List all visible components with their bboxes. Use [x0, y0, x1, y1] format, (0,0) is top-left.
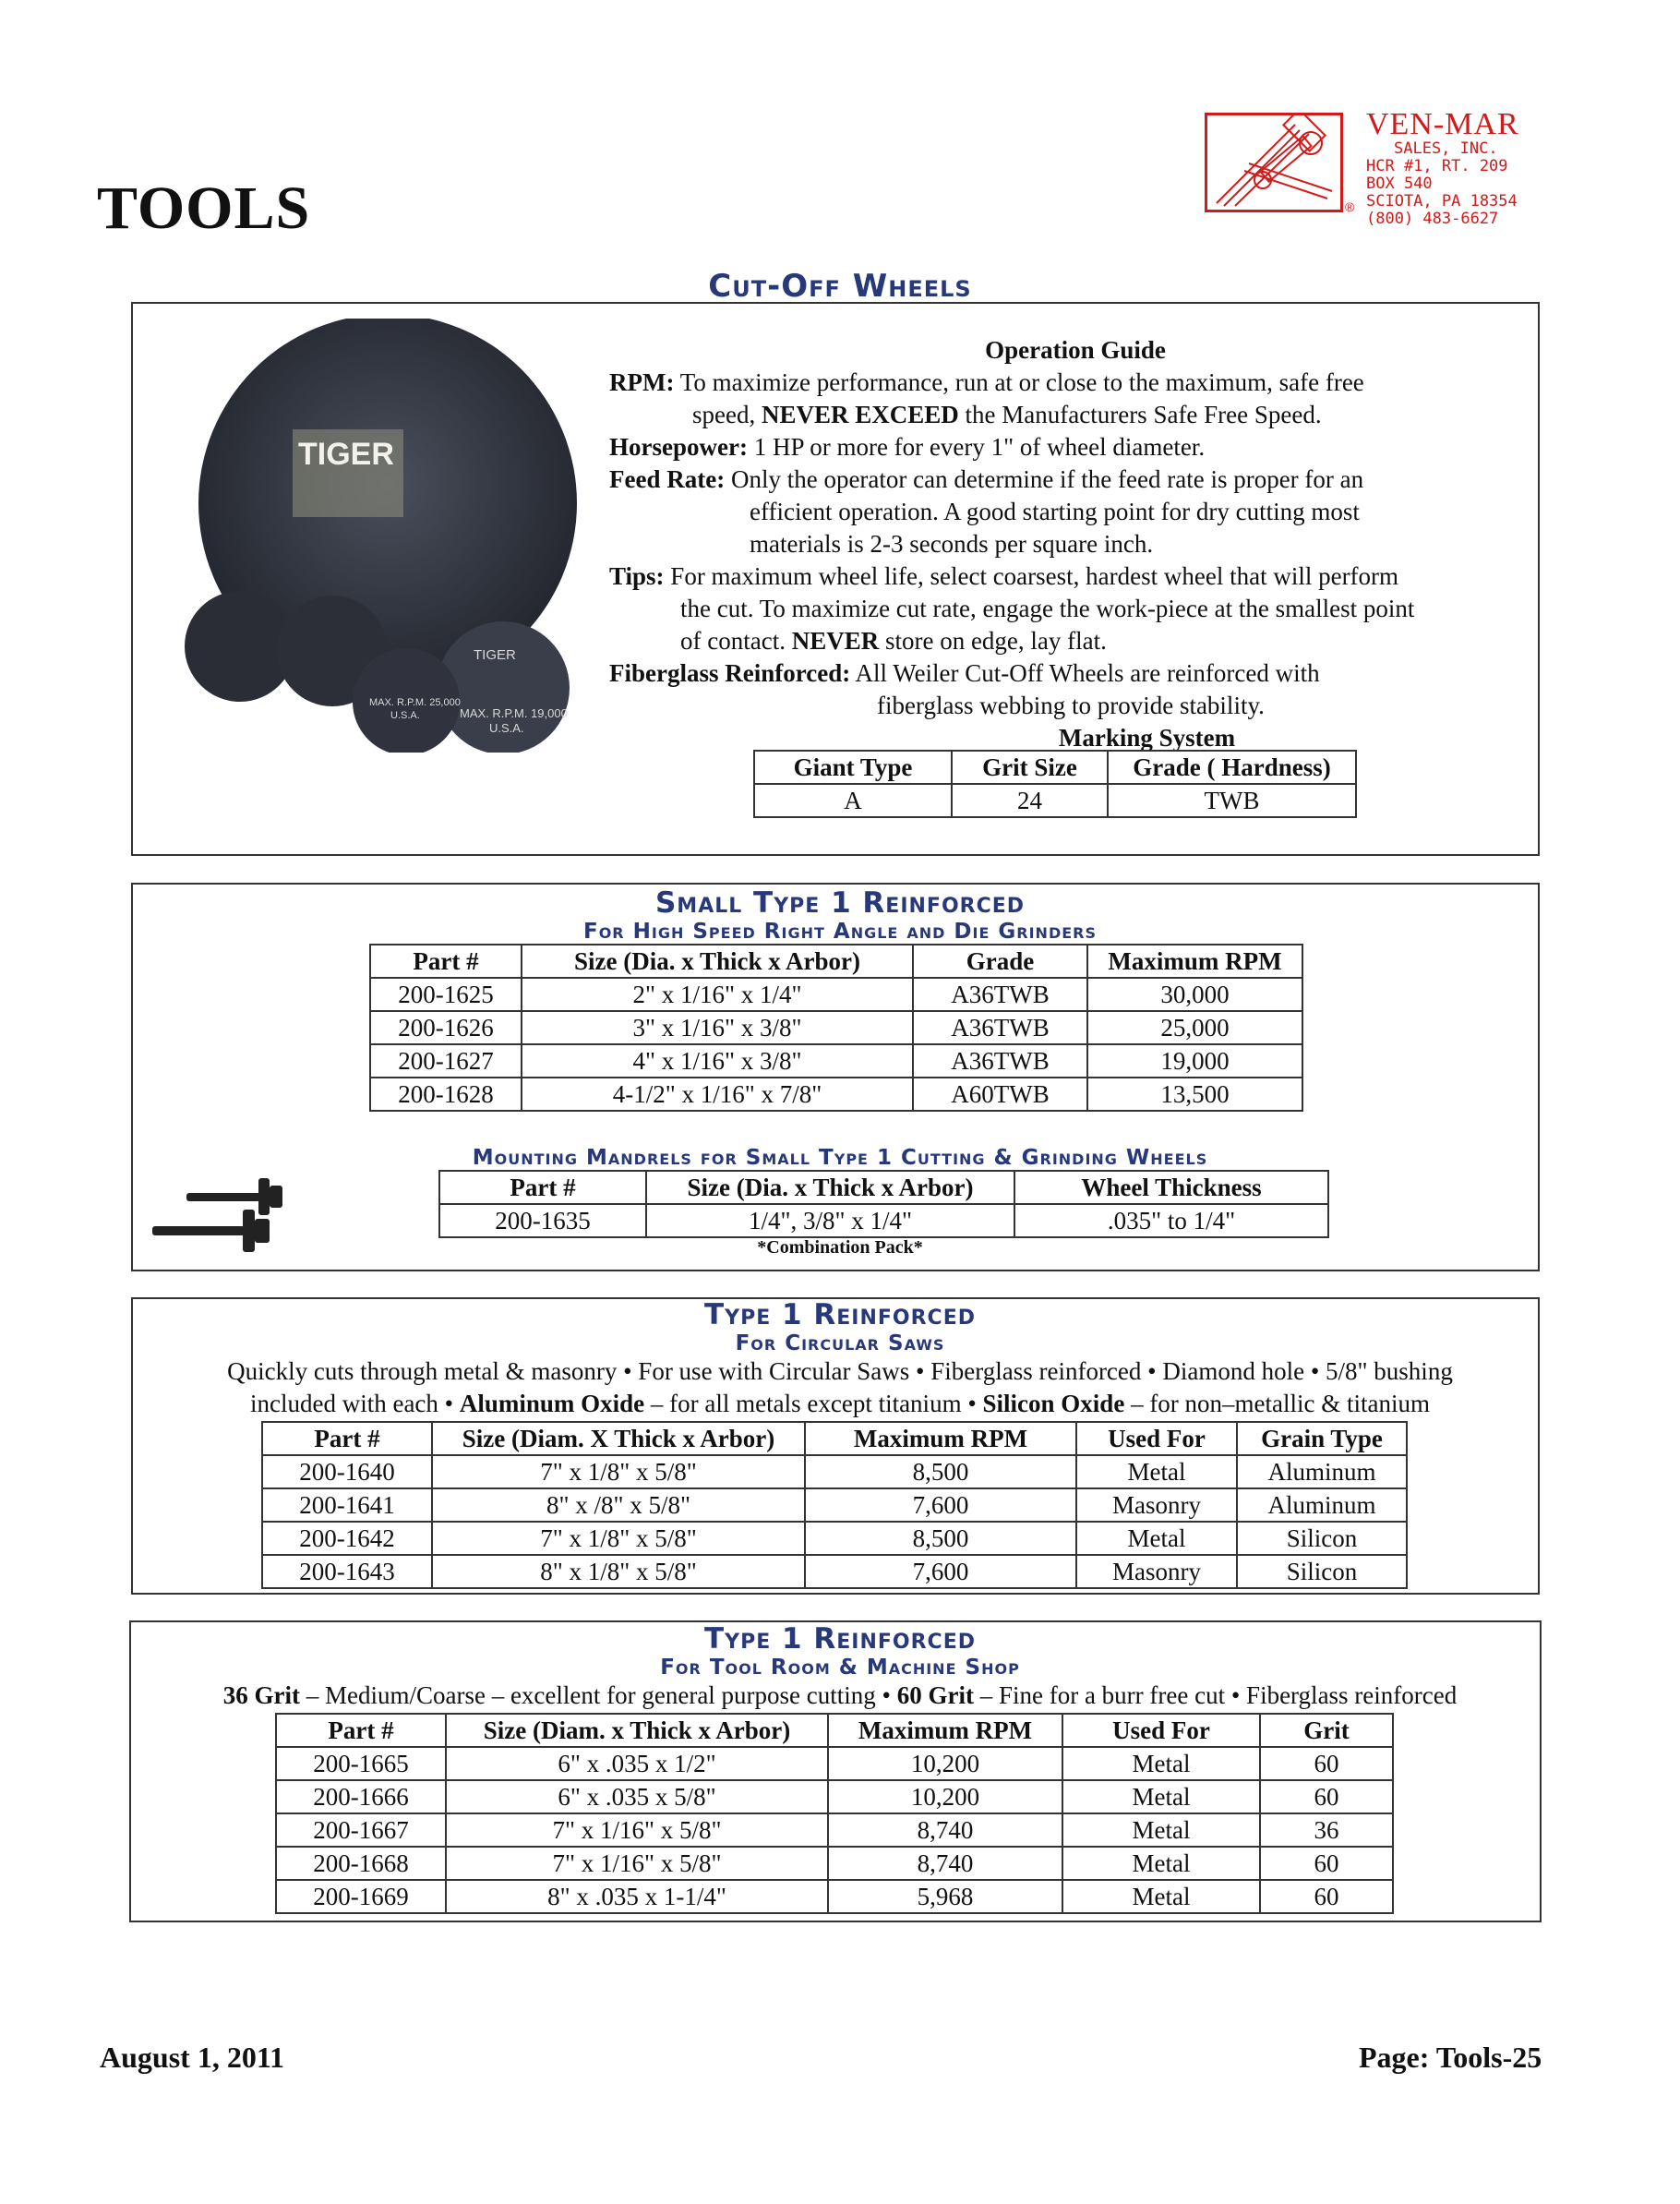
type1-circular-subtitle: For Circular Saws [735, 1331, 945, 1355]
table-cell: A [754, 784, 952, 817]
table-header: Grit [1260, 1714, 1393, 1747]
table-header-row [754, 751, 1356, 784]
table-header: Grade ( Hardness) [1108, 751, 1356, 784]
wheel-country-label: U.S.A. [489, 721, 524, 735]
logo-line: BOX 540 [1366, 175, 1433, 193]
guide-feed-rate [609, 464, 1542, 496]
table-header: Grain Type [1237, 1422, 1407, 1455]
guide-tips-cont [609, 625, 1542, 657]
table-cell: 200-1642 [262, 1522, 432, 1555]
table-cell: 10,200 [828, 1747, 1062, 1780]
combination-pack-note: *Combination Pack* [757, 1237, 923, 1258]
logo-mark [1205, 113, 1343, 212]
table-cell: 8,740 [828, 1847, 1062, 1880]
desc-emphasis: Aluminum Oxide [459, 1390, 645, 1417]
table-cell: Metal [1076, 1522, 1237, 1555]
table-row [754, 784, 1356, 817]
guide-fiber-cont: fiberglass webbing to provide stability. [877, 692, 1265, 719]
cutoff-wheels-photo [152, 319, 577, 753]
table-header: Size (Diam. x Thick x Arbor) [446, 1714, 828, 1747]
desc-text: – for all metals except titanium • [644, 1390, 983, 1417]
table-row [370, 1011, 1302, 1044]
table-cell: 200-1635 [439, 1204, 646, 1237]
guide-horsepower [609, 431, 1542, 464]
table-header: Grit Size [952, 751, 1108, 784]
table-cell: 200-1669 [276, 1880, 446, 1913]
table-cell: Aluminum [1237, 1455, 1407, 1488]
table-cell: 13,500 [1087, 1078, 1302, 1111]
small-type1-title: Small Type 1 Reinforced [654, 886, 1026, 920]
table-cell: Masonry [1076, 1488, 1237, 1522]
footer-page-number: Page: Tools-25 [1359, 2041, 1542, 2074]
table-cell: 4-1/2" x 1/16" x 7/8" [522, 1078, 913, 1111]
table-cell: Metal [1062, 1880, 1260, 1913]
table-header: Size (Diam. X Thick x Arbor) [432, 1422, 805, 1455]
small-type1-subtitle: For High Speed Right Angle and Die Grinders [582, 920, 1098, 944]
table-cell: A36TWB [913, 1011, 1087, 1044]
table-row [439, 1204, 1328, 1237]
mandrel-table [438, 1170, 1329, 1238]
table-cell: 30,000 [1087, 978, 1302, 1011]
table-row [370, 1044, 1302, 1078]
type1-circular-title: Type 1 Reinforced [704, 1298, 976, 1331]
desc-text: – Fine for a burr free cut • Fiberglass reinforced [973, 1681, 1458, 1709]
logo-name: VEN-MAR [1366, 107, 1519, 141]
marking-system-title: Marking System [1058, 724, 1236, 752]
table-row [262, 1522, 1407, 1555]
table-cell: 4" x 1/16" x 3/8" [522, 1044, 913, 1078]
table-row [276, 1880, 1393, 1913]
table-row [262, 1488, 1407, 1522]
table-cell: 200-1640 [262, 1455, 432, 1488]
hp-text: 1 HP or more for every 1" of wheel diameter. [747, 433, 1206, 461]
table-cell: 8" x /8" x 5/8" [432, 1488, 805, 1522]
guide-feed-cont: efficient operation. A good starting point for dry cutting most [750, 498, 1360, 525]
company-logo [1205, 107, 1602, 228]
desc-emphasis: 60 Grit [896, 1681, 974, 1709]
table-cell: 7,600 [805, 1555, 1076, 1588]
table-row [276, 1847, 1393, 1880]
rpm-emphasis: NEVER EXCEED [761, 401, 959, 428]
logo-line: (800) 483-6627 [1366, 210, 1499, 228]
rpm-label: RPM: [609, 368, 675, 396]
guide-title: Operation Guide [985, 336, 1166, 364]
table-header: Size (Dia. x Thick x Arbor) [646, 1171, 1014, 1204]
type1-circular-desc [129, 1388, 1551, 1420]
rpm-text: To maximize performance, run at or close to the maximum, safe free [674, 368, 1364, 396]
table-cell: Metal [1062, 1747, 1260, 1780]
desc-emphasis: Silicon Oxide [982, 1390, 1125, 1417]
tips-label: Tips: [609, 562, 665, 590]
table-cell: 25,000 [1087, 1011, 1302, 1044]
guide-rpm [609, 367, 1542, 399]
table-cell: 1/4", 3/8" x 1/4" [646, 1204, 1014, 1237]
table-header: Part # [276, 1714, 446, 1747]
table-cell: 60 [1260, 1780, 1393, 1813]
table-cell: 200-1643 [262, 1555, 432, 1588]
table-cell: A36TWB [913, 978, 1087, 1011]
logo-line: SCIOTA, PA 18354 [1366, 192, 1518, 211]
desc-text: – Medium/Coarse – excellent for general purpose cutting • [299, 1681, 897, 1709]
table-cell: 7" x 1/16" x 5/8" [446, 1813, 828, 1847]
table-header: Wheel Thickness [1014, 1171, 1328, 1204]
table-cell: 200-1666 [276, 1780, 446, 1813]
table-row [370, 1078, 1302, 1111]
table-row [262, 1455, 1407, 1488]
table-cell: 8,500 [805, 1522, 1076, 1555]
desc-emphasis: 36 Grit [222, 1681, 300, 1709]
table-cell: 200-1626 [370, 1011, 522, 1044]
table-cell: 6" x .035 x 1/2" [446, 1747, 828, 1780]
type1-circular-desc: Quickly cuts through metal & masonry • For use with Circular Saws • Fiberglass reinforced • Diamond hole • 5/8" bushing [227, 1357, 1453, 1385]
table-header-row [439, 1171, 1328, 1204]
registered-mark: ® [1345, 199, 1355, 214]
rpm-text: speed, [692, 401, 762, 428]
tips-emphasis: NEVER [791, 627, 880, 655]
table-cell: 200-1625 [370, 978, 522, 1011]
table-header: Maximum RPM [828, 1714, 1062, 1747]
table-cell: 200-1627 [370, 1044, 522, 1078]
table-cell: Masonry [1076, 1555, 1237, 1588]
wheel-rpm-label: MAX. R.P.M. 19,000 [460, 706, 568, 720]
table-header: Maximum RPM [805, 1422, 1076, 1455]
rpm-text: the Manufacturers Safe Free Speed. [958, 401, 1322, 428]
guide-tips [609, 560, 1542, 593]
wheel-brand-small: TIGER [474, 647, 516, 663]
table-row [276, 1747, 1393, 1780]
marking-system-table [753, 750, 1357, 818]
table-cell: 200-1628 [370, 1078, 522, 1111]
table-header: Size (Dia. x Thick x Arbor) [522, 945, 913, 978]
table-cell: Metal [1062, 1813, 1260, 1847]
table-cell: 24 [952, 784, 1108, 817]
table-cell: 3" x 1/16" x 3/8" [522, 1011, 913, 1044]
table-cell: TWB [1108, 784, 1356, 817]
guide-feed-cont: materials is 2-3 seconds per square inch. [750, 530, 1154, 558]
mandrel-title: Mounting Mandrels for Small Type 1 Cutting & Grinding Wheels [472, 1146, 1208, 1170]
table-cell: Silicon [1237, 1555, 1407, 1588]
hp-label: Horsepower: [609, 433, 748, 461]
table-cell: 60 [1260, 1847, 1393, 1880]
table-header-row [262, 1422, 1407, 1455]
table-header-row [276, 1714, 1393, 1747]
table-cell: Metal [1062, 1847, 1260, 1880]
table-cell: A60TWB [913, 1078, 1087, 1111]
table-header: Part # [262, 1422, 432, 1455]
table-cell: 6" x .035 x 5/8" [446, 1780, 828, 1813]
table-row [370, 978, 1302, 1011]
table-header: Part # [370, 945, 522, 978]
table-cell: 200-1665 [276, 1747, 446, 1780]
table-cell: 200-1667 [276, 1813, 446, 1847]
operation-guide [609, 334, 1542, 754]
table-cell: Metal [1076, 1455, 1237, 1488]
fiber-label: Fiberglass Reinforced: [609, 659, 851, 687]
table-cell: Silicon [1237, 1522, 1407, 1555]
wheel-brand: TIGER [298, 437, 394, 472]
table-cell: 60 [1260, 1747, 1393, 1780]
table-cell: 8,740 [828, 1813, 1062, 1847]
table-cell: 200-1641 [262, 1488, 432, 1522]
table-cell: .035" to 1/4" [1014, 1204, 1328, 1237]
cutoff-title: Cut-Off Wheels [708, 268, 972, 305]
table-cell: 200-1668 [276, 1847, 446, 1880]
type1-toolroom-desc [129, 1680, 1551, 1712]
table-row [276, 1813, 1393, 1847]
small-type1-table [369, 944, 1303, 1112]
guide-tips-cont: the cut. To maximize cut rate, engage the work-piece at the smallest point [680, 595, 1415, 622]
table-header-row [370, 945, 1302, 978]
hammer-wrench-icon [1207, 115, 1340, 210]
footer-date: August 1, 2011 [100, 2041, 285, 2074]
logo-line: HCR #1, RT. 209 [1366, 157, 1508, 175]
table-row [262, 1555, 1407, 1588]
table-cell: 8" x 1/8" x 5/8" [432, 1555, 805, 1588]
wheel-image [152, 319, 577, 753]
table-cell: Aluminum [1237, 1488, 1407, 1522]
type1-toolroom-table [275, 1713, 1394, 1914]
tips-text: of contact. [680, 627, 792, 655]
table-cell: 7,600 [805, 1488, 1076, 1522]
table-cell: 19,000 [1087, 1044, 1302, 1078]
type1-circular-table [261, 1421, 1408, 1589]
table-cell: 2" x 1/16" x 1/4" [522, 978, 913, 1011]
table-cell: 8,500 [805, 1455, 1076, 1488]
table-cell: 7" x 1/16" x 5/8" [446, 1847, 828, 1880]
table-header: Maximum RPM [1087, 945, 1302, 978]
logo-text [1366, 109, 1519, 228]
feed-text: Only the operator can determine if the feed rate is proper for an [725, 465, 1364, 493]
table-header: Used For [1076, 1422, 1237, 1455]
desc-text: – for non–metallic & titanium [1124, 1390, 1430, 1417]
fiber-text: All Weiler Cut-Off Wheels are reinforced with [850, 659, 1320, 687]
logo-line: SALES, INC. [1394, 139, 1498, 158]
table-cell: 8" x .035 x 1-1/4" [446, 1880, 828, 1913]
tips-text: store on edge, lay flat. [879, 627, 1107, 655]
table-cell: Metal [1062, 1780, 1260, 1813]
feed-label: Feed Rate: [609, 465, 726, 493]
table-cell: 36 [1260, 1813, 1393, 1847]
table-cell: 5,968 [828, 1880, 1062, 1913]
guide-rpm-cont [609, 399, 1542, 431]
table-header: Grade [913, 945, 1087, 978]
table-row [276, 1780, 1393, 1813]
guide-fiberglass [609, 657, 1542, 690]
table-cell: 60 [1260, 1880, 1393, 1913]
type1-toolroom-subtitle: For Tool Room & Machine Shop [660, 1656, 1020, 1680]
table-header: Used For [1062, 1714, 1260, 1747]
table-cell: A36TWB [913, 1044, 1087, 1078]
wheel-rpm-label: MAX. R.P.M. 25,000 [369, 697, 461, 708]
desc-text: included with each • [249, 1390, 460, 1417]
table-cell: 7" x 1/8" x 5/8" [432, 1455, 805, 1488]
page-title: TOOLS [97, 175, 311, 242]
tips-text: For maximum wheel life, select coarsest, hardest wheel that will perform [664, 562, 1399, 590]
type1-toolroom-title: Type 1 Reinforced [704, 1622, 976, 1656]
table-cell: 10,200 [828, 1780, 1062, 1813]
table-cell: 7" x 1/8" x 5/8" [432, 1522, 805, 1555]
table-header: Part # [439, 1171, 646, 1204]
wheel-country-label: U.S.A. [390, 710, 420, 721]
table-header: Giant Type [754, 751, 952, 784]
